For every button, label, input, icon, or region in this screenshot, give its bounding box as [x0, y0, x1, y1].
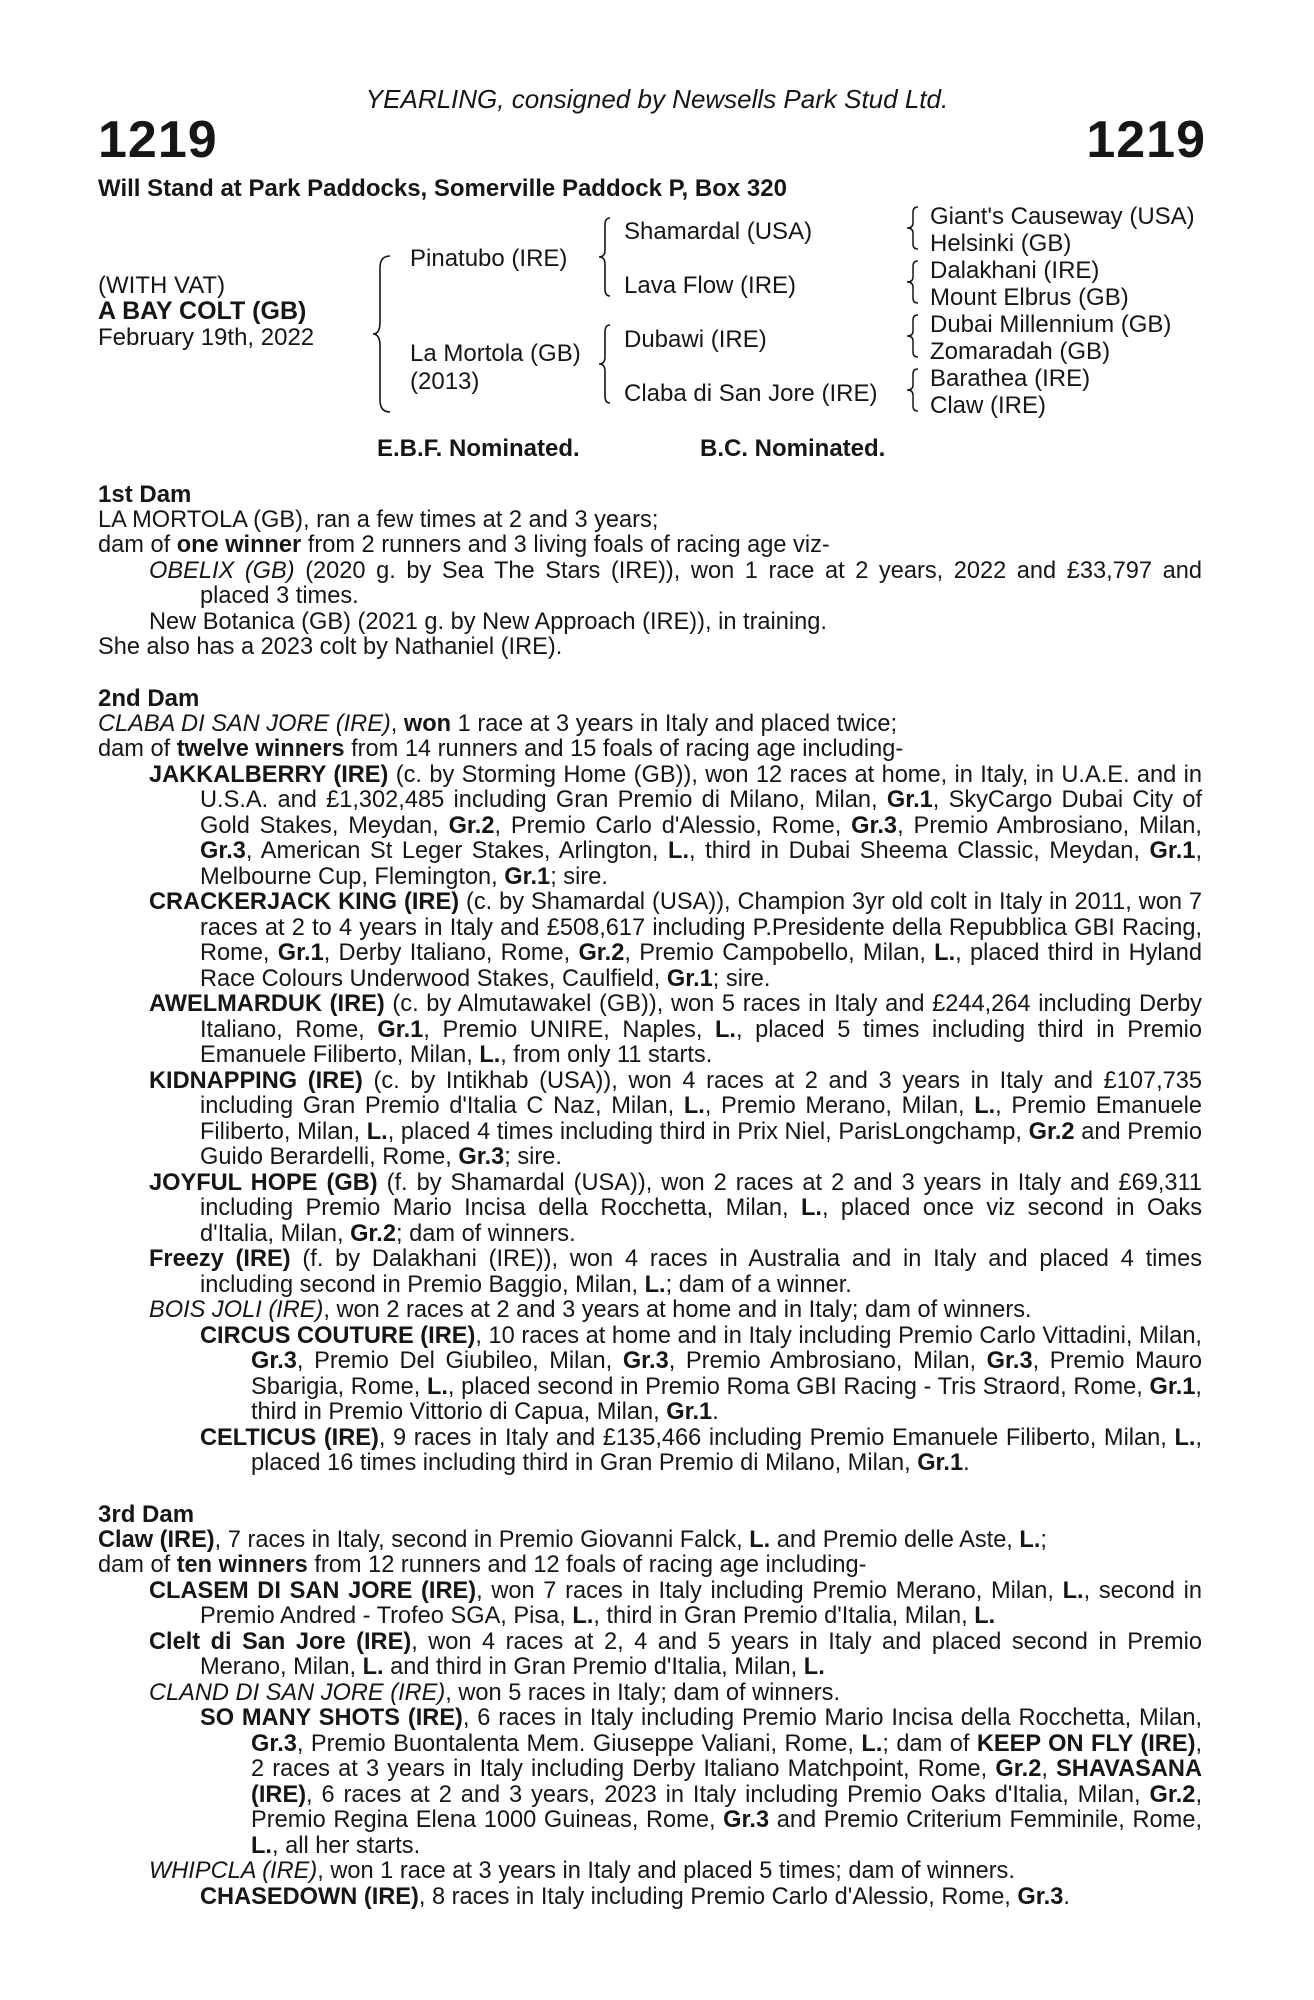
produce-so-many-shots: [200, 1706, 1202, 1859]
horse-name: WHIPCLA (IRE): [149, 1858, 318, 1884]
text: and Premio Criterium Femminile, Rome,: [769, 1807, 1202, 1833]
text: from 14 runners and 15 foals of racing age including-: [344, 736, 904, 762]
text: and third in Gran Premio d'Italia, Milan,: [383, 1654, 804, 1680]
produce-joyful-hope: [149, 1171, 1202, 1248]
text: (c. by Almutawakel (GB)), won 5 races in Italy and £244,264 including Derby Italiano, Rome,: [200, 991, 1202, 1043]
text: , placed second in Premio Roma GBI Racing - Tris Straord, Rome,: [447, 1373, 1150, 1400]
horse-name: Claw (IRE): [98, 1526, 215, 1553]
horse-name: BOIS JOLI (IRE): [149, 1297, 324, 1323]
grade: L.: [800, 1195, 822, 1221]
grade: Gr.3: [851, 812, 898, 839]
horse-name: OBELIX (GB): [149, 557, 295, 584]
horse-name: Clelt di San Jore (IRE): [149, 1628, 412, 1655]
second-dam-line: [98, 712, 1202, 738]
grade: L.: [715, 1016, 736, 1043]
produce-celticus: [200, 1426, 1202, 1477]
text: , placed 4 times including third in Prix Niel, ParisLongchamp,: [387, 1118, 1029, 1145]
grade: Gr.1: [504, 863, 551, 890]
text: , Premio Del Giubileo, Milan,: [296, 1348, 623, 1374]
grade: Gr.3: [251, 1348, 297, 1374]
grade: L.: [572, 1603, 594, 1629]
text: , won 4 races at 2, 4 and 5 years in Italy and placed second in Premio Merano, Milan,: [200, 1628, 1202, 1680]
grade: Gr.3: [622, 1348, 669, 1374]
text: (f. by Shamardal (USA)), won 2 races at 2 and 3 years in Italy and £69,311 including Premio Mario Incisa della Rocchetta, Milan,: [200, 1169, 1202, 1221]
grade: Gr.3: [723, 1807, 770, 1833]
brace-g3: [906, 313, 920, 359]
second-dam-heading: 2nd Dam: [98, 685, 200, 712]
vat-note: (WITH VAT): [98, 272, 226, 299]
text: , second in Premio Andred - Trofeo SGA, Pisa,: [200, 1577, 1202, 1629]
produce-whipcla: [149, 1859, 1202, 1885]
grade: Gr.3: [200, 838, 246, 864]
horse-name: KIDNAPPING (IRE): [149, 1067, 363, 1094]
bc-nomination: B.C. Nominated.: [700, 435, 886, 462]
text: ; dam of a winner.: [665, 1271, 852, 1298]
grade: L.: [1019, 1526, 1041, 1553]
grade: L.: [366, 1118, 388, 1145]
produce-clelt-di-san-jore: [149, 1630, 1202, 1681]
foaling-date: February 19th, 2022: [98, 324, 315, 351]
sire-dam: Lava Flow (IRE): [624, 272, 797, 299]
horse-name: CHASEDOWN (IRE): [200, 1883, 419, 1910]
produce-obelix: [149, 559, 1202, 610]
text: , Premio Mauro Sbarigia, Rome,: [251, 1348, 1203, 1400]
text: , 2 races at 3 years in Italy including Derby Italiano Matchpoint, Rome,: [251, 1730, 1202, 1782]
first-dam-also: She also has a 2023 colt by Nathaniel (IRE).: [98, 634, 563, 660]
lot-number-left: 1219: [98, 111, 218, 169]
text: , won 5 races in Italy; dam of winners.: [445, 1679, 840, 1706]
text: (2020 g. by Sea The Stars (IRE)), won 1 race at 2 years, 2022 and £33,797 and placed 3 times.: [200, 557, 1202, 609]
text: .: [1063, 1883, 1070, 1910]
grade: L.: [803, 1654, 825, 1680]
grade: L.: [683, 1093, 705, 1119]
lot-number-right: 1219: [1086, 111, 1206, 169]
produce-bois-joli: [149, 1298, 1202, 1324]
text: ,: [1041, 1756, 1057, 1782]
text: ,: [390, 710, 404, 737]
text: , from only 11 starts.: [500, 1042, 713, 1068]
horse-name: CELTICUS (IRE): [200, 1424, 379, 1451]
text: ; dam of winners.: [396, 1220, 576, 1247]
grade: L.: [974, 1093, 996, 1119]
text: , Premio Campobello, Milan,: [624, 940, 935, 966]
text: , Derby Italiano, Rome,: [323, 940, 579, 966]
horse-name: CLASEM DI SAN JORE (IRE): [149, 1577, 477, 1604]
brace-dam-parents: [598, 323, 612, 405]
horse-name: CIRCUS COUTURE (IRE): [200, 1322, 476, 1349]
ancestor-claw: Claw (IRE): [930, 392, 1047, 419]
text: dam of: [98, 532, 177, 558]
produce-new-botanica: New Botanica (GB) (2021 g. by New Approach (IRE)), in training.: [149, 608, 827, 635]
ancestor-giants-causeway: Giant's Causeway (USA): [930, 203, 1195, 230]
text: , 6 races at 2 and 3 years, 2023 in Italy including Premio Oaks d'Italia, Milan,: [306, 1781, 1150, 1808]
text: , third in Dubai Sheema Classic, Meydan,: [689, 838, 1150, 864]
text: , Premio Buontalenta Mem. Giuseppe Valiani, Rome,: [296, 1730, 862, 1757]
dam: La Mortola (GB): [410, 340, 581, 367]
produce-awelmarduk: [149, 992, 1202, 1069]
text: , 9 races in Italy and £135,466 including Premio Emanuele Filiberto, Milan,: [378, 1424, 1175, 1451]
text: , Premio UNIRE, Naples,: [423, 1016, 715, 1043]
text: dam of: [98, 1552, 177, 1578]
produce-cland-di-san-jore: [149, 1681, 1202, 1707]
grade: L.: [1174, 1424, 1196, 1451]
grade: L.: [668, 838, 689, 864]
ancestor-mount-elbrus: Mount Elbrus (GB): [930, 284, 1129, 311]
text: (f. by Dalakhani (IRE)), won 4 races in Australia and in Italy and placed 4 times including second in Premio Baggio, Milan,: [200, 1246, 1202, 1298]
grade: Gr.3: [458, 1144, 505, 1170]
grade: Gr.2: [995, 1756, 1042, 1782]
ebf-nomination: E.B.F. Nominated.: [377, 435, 580, 462]
grade: Gr.1: [1149, 838, 1196, 864]
horse-name: Freezy (IRE): [149, 1246, 291, 1272]
grade: L.: [644, 1271, 666, 1298]
dam-dam: Claba di San Jore (IRE): [624, 380, 878, 407]
produce-kidnapping: [149, 1069, 1202, 1171]
grade: Gr.2: [448, 812, 495, 839]
ancestor-helsinki: Helsinki (GB): [930, 230, 1072, 257]
produce-crackerjack-king: [149, 890, 1202, 992]
horse-name: SHAVASANA (IRE): [251, 1756, 1202, 1808]
text: , 8 races in Italy including Premio Carlo d'Alessio, Rome,: [418, 1883, 1018, 1910]
text: won: [403, 710, 452, 737]
produce-chasedown: [200, 1885, 1202, 1911]
sire: Pinatubo (IRE): [410, 245, 568, 272]
text: , placed 5 times including third in Premio Emanuele Filiberto, Milan,: [200, 1016, 1202, 1068]
grade: Gr.1: [917, 1450, 964, 1476]
brace-g1: [906, 205, 920, 251]
text: , Melbourne Cup, Flemington,: [200, 838, 1202, 890]
horse-name: KEEP ON FLY (IRE): [976, 1730, 1196, 1757]
text: from 2 runners and 3 living foals of racing age viz-: [301, 532, 830, 558]
text: 1 race at 3 years in Italy and placed twice;: [451, 710, 898, 737]
horse-name: CLAND DI SAN JORE (IRE): [149, 1679, 446, 1706]
text: .: [712, 1399, 719, 1425]
text: dam of: [98, 736, 177, 762]
horse-name: AWELMARDUK (IRE): [149, 991, 385, 1017]
produce-freezy: [149, 1247, 1202, 1298]
grade: L.: [426, 1373, 448, 1400]
text: , Premio Merano, Milan,: [704, 1093, 975, 1119]
grade: L.: [251, 1832, 272, 1859]
text: , placed third in Hyland Race Colours Underwood Stakes, Caulfield,: [200, 940, 1203, 992]
horse-name: JAKKALBERRY (IRE): [149, 761, 389, 788]
grade: Gr.1: [666, 1399, 713, 1425]
text: , 6 races in Italy including Premio Mario Incisa della Rocchetta, Milan,: [462, 1705, 1202, 1731]
text: , 10 races at home and in Italy including Premio Carlo Vittadini, Milan,: [475, 1322, 1202, 1349]
grade: L.: [479, 1042, 501, 1068]
text: , won 7 races in Italy including Premio Merano, Milan,: [476, 1577, 1063, 1604]
grade: Gr.3: [251, 1730, 297, 1757]
text: , SkyCargo Dubai City of Gold Stakes, Meydan,: [200, 787, 1202, 839]
grade: Gr.1: [377, 1016, 424, 1043]
ancestor-dubai-millennium: Dubai Millennium (GB): [930, 311, 1172, 338]
ancestor-zomaradah: Zomaradah (GB): [930, 338, 1111, 365]
produce-jakkalberry: [149, 763, 1202, 891]
brace-g2: [906, 259, 920, 305]
stand-location: Will Stand at Park Paddocks, Somerville Paddock P, Box 320: [98, 175, 787, 202]
dam-sire: Dubawi (IRE): [624, 326, 767, 353]
grade: Gr.1: [1149, 1373, 1196, 1400]
text: ; sire.: [504, 1144, 562, 1170]
horse-name: JOYFUL HOPE (GB): [149, 1169, 378, 1196]
horse-name: CLABA DI SAN JORE (IRE): [98, 710, 391, 737]
second-dam-produce: [98, 737, 1202, 763]
text: , Premio Carlo d'Alessio, Rome,: [494, 812, 852, 839]
first-dam-heading: 1st Dam: [98, 481, 192, 508]
text: ; sire.: [712, 965, 771, 992]
text: , third in Gran Premio d'Italia, Milan,: [593, 1603, 975, 1629]
grade: L.: [1062, 1577, 1084, 1604]
grade: L.: [362, 1654, 384, 1680]
text: , Premio Emanuele Filiberto, Milan,: [200, 1093, 1203, 1145]
grade: Gr.1: [277, 940, 324, 966]
grade: L.: [974, 1603, 996, 1629]
text: ; dam of: [882, 1730, 977, 1757]
subject-name: A BAY COLT (GB): [98, 297, 307, 325]
text: (c. by Storming Home (GB)), won 12 races at home, in Italy, in U.A.E. and in U.S.A. and £1,302,485 including Gran Premio di Milano, Milan,: [200, 761, 1203, 813]
winners-count: twelve winners: [176, 736, 345, 762]
sire-sire: Shamardal (USA): [624, 218, 813, 245]
text: (c. by Shamardal (USA)), Champion 3yr old colt in Italy in 2011, won 7 races at 2 to 4 years in Italy and £508,617 including P.Presidente della Repubblica GBI Racing, Rome,: [200, 889, 1202, 966]
text: , American St Leger Stakes, Arlington,: [245, 838, 669, 864]
grade: Gr.1: [666, 965, 713, 992]
text: , placed 16 times including third in Gran Premio di Milano, Milan,: [251, 1424, 1202, 1476]
text: and Premio Guido Berardelli, Rome,: [200, 1118, 1202, 1170]
grade: Gr.2: [1149, 1781, 1196, 1808]
grade: Gr.2: [350, 1220, 396, 1247]
horse-name: CRACKERJACK KING (IRE): [149, 889, 460, 915]
text: , won 2 races at 2 and 3 years at home and in Italy; dam of winners.: [323, 1297, 1032, 1323]
grade: L.: [749, 1526, 771, 1553]
consignment-line: YEARLING, consigned by Newsells Park Stud Ltd.: [365, 84, 949, 114]
brace-sire-dam: [372, 254, 394, 414]
ancestor-dalakhani: Dalakhani (IRE): [930, 257, 1100, 284]
brace-sire-parents: [598, 216, 612, 298]
text: from 12 runners and 12 foals of racing age including-: [307, 1552, 867, 1578]
text: and Premio delle Aste,: [770, 1526, 1020, 1553]
text: , 7 races in Italy, second in Premio Giovanni Falck,: [214, 1526, 750, 1553]
grade: Gr.2: [1028, 1118, 1075, 1145]
horse-name: SO MANY SHOTS (IRE): [200, 1705, 463, 1731]
grade: Gr.2: [578, 940, 625, 966]
text: ; sire.: [550, 863, 608, 890]
text: , placed once viz second in Oaks d'Italia, Milan,: [200, 1195, 1203, 1247]
text: .: [963, 1450, 970, 1476]
text: , Premio Ambrosiano, Milan,: [668, 1348, 987, 1374]
grade: L.: [934, 940, 956, 966]
produce-circus-couture: [200, 1324, 1202, 1426]
text: ;: [1040, 1526, 1047, 1553]
text: (c. by Intikhab (USA)), won 4 races at 2 and 3 years in Italy and £107,735 including Gran Premio d'Italia C Naz, Milan,: [200, 1067, 1202, 1119]
first-dam-line: LA MORTOLA (GB), ran a few times at 2 and 3 years;: [98, 506, 659, 533]
text: , all her starts.: [271, 1832, 421, 1859]
first-dam-produce: [98, 533, 1202, 559]
text: , third in Premio Vittorio di Capua, Milan,: [251, 1373, 1202, 1425]
text: , Premio Ambrosiano, Milan,: [897, 812, 1202, 839]
winners-count: one winner: [176, 532, 302, 558]
winners-count: ten winners: [176, 1552, 308, 1578]
dam-year: (2013): [410, 368, 480, 395]
produce-clasem-di-san-jore: [149, 1579, 1202, 1630]
grade: Gr.3: [1017, 1883, 1064, 1910]
ancestor-barathea: Barathea (IRE): [930, 365, 1091, 392]
pedigree-chart: [0, 200, 1314, 425]
grade: Gr.3: [986, 1348, 1033, 1374]
grade: Gr.1: [886, 787, 933, 813]
third-dam-line: [98, 1528, 1202, 1554]
text: , Premio Regina Elena 1000 Guineas, Rome,: [251, 1781, 1202, 1833]
text: , won 1 race at 3 years in Italy and placed 5 times; dam of winners.: [317, 1858, 1015, 1884]
brace-g4: [906, 367, 920, 413]
grade: L.: [861, 1730, 883, 1757]
third-dam-produce: [98, 1553, 1202, 1579]
pedigree-notes: [98, 482, 1202, 1910]
third-dam-heading: 3rd Dam: [98, 1501, 195, 1528]
